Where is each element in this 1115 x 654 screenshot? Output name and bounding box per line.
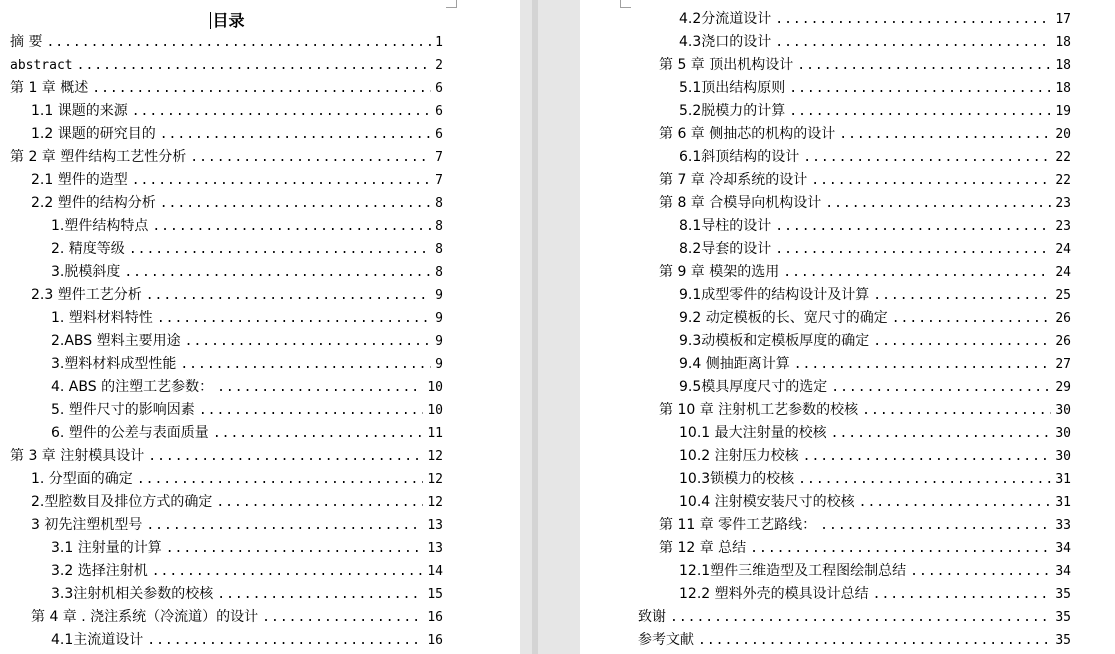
toc-entry-label: 10.1 最大注射量的校核: [679, 425, 827, 441]
toc-entry[interactable]: [10, 353, 443, 376]
toc-entry-page-number: 33: [1055, 518, 1071, 533]
toc-entry-page-number: 16: [427, 633, 443, 648]
toc-dot-leader: [892, 307, 1052, 330]
toc-dot-leader: [190, 146, 431, 169]
toc-entry-page-number: 16: [427, 610, 443, 625]
toc-entry[interactable]: [10, 192, 443, 215]
right-document-page: [628, 0, 1115, 654]
toc-entry-label: 2.3 塑件工艺分析: [31, 287, 142, 303]
toc-dot-leader: [92, 77, 431, 100]
right-page-corner-mark: [620, 0, 631, 8]
toc-entry-label: 8.1导柱的设计: [679, 218, 772, 234]
toc-entry[interactable]: [638, 353, 1071, 376]
toc-entry-page-number: 30: [1055, 449, 1071, 464]
toc-entry-page-number: 6: [435, 104, 443, 119]
toc-entry-label: 参考文献: [638, 632, 694, 648]
toc-entry[interactable]: [10, 399, 443, 422]
toc-dot-leader: [803, 445, 1052, 468]
toc-entry-label: 1.2 课题的研究目的: [31, 126, 156, 142]
toc-entry-label: 1.塑件结构特点: [51, 218, 149, 234]
toc-entry-label: 3.1 注射量的计算: [51, 540, 162, 556]
toc-dot-leader: [216, 491, 423, 514]
toc-dot-leader: [820, 514, 1051, 537]
toc-entry-page-number: 19: [1055, 104, 1071, 119]
toc-dot-leader: [859, 491, 1052, 514]
toc-entry-label: 第 12 章 总结: [659, 540, 747, 556]
toc-entry-page-number: 31: [1055, 472, 1071, 487]
toc-entry[interactable]: [638, 238, 1071, 261]
toc-entry[interactable]: [638, 100, 1071, 123]
toc-entry-label: 5. 塑件尺寸的影响因素: [51, 402, 195, 418]
toc-entry-label: 第 11 章 零件工艺路线：: [659, 517, 817, 533]
toc-entry-page-number: 29: [1055, 380, 1071, 395]
toc-entry[interactable]: [638, 468, 1071, 491]
toc-entry-label: 4.2分流道设计: [679, 11, 772, 27]
toc-entry[interactable]: [10, 560, 443, 583]
toc-dot-leader: [129, 238, 431, 261]
toc-entry[interactable]: [10, 146, 443, 169]
toc-entry[interactable]: [638, 123, 1071, 146]
toc-entry-label: 6.1斜顶结构的设计: [679, 149, 800, 165]
toc-list-right: [638, 8, 1071, 652]
toc-entry[interactable]: [638, 514, 1071, 537]
toc-entry-label: 2.型腔数目及排位方式的确定: [31, 494, 213, 510]
toc-entry[interactable]: [638, 284, 1071, 307]
toc-entry-page-number: 9: [435, 311, 443, 326]
toc-dot-leader: [46, 31, 431, 54]
toc-entry[interactable]: [638, 560, 1071, 583]
toc-entry[interactable]: [10, 583, 443, 606]
toc-dot-leader: [132, 100, 431, 123]
toc-dot-leader: [157, 307, 431, 330]
toc-entry[interactable]: [10, 261, 443, 284]
toc-entry-label: 2.2 塑件的结构分析: [31, 195, 156, 211]
toc-entry-label: 第 4 章 . 浇注系统（冷流道）的设计: [31, 609, 259, 625]
toc-entry[interactable]: [638, 491, 1071, 514]
toc-entry-page-number: 35: [1055, 633, 1071, 648]
toc-dot-leader: [698, 629, 1051, 652]
toc-list-left: [10, 31, 443, 652]
toc-entry[interactable]: [10, 238, 443, 261]
toc-entry-label: 4.1主流道设计: [51, 632, 144, 648]
toc-dot-leader: [132, 169, 431, 192]
toc-entry-label: 第 5 章 顶出机构设计: [659, 57, 794, 73]
toc-entry-page-number: 15: [427, 587, 443, 602]
toc-entry[interactable]: [638, 606, 1071, 629]
toc-entry-label: 8.2导套的设计: [679, 241, 772, 257]
toc-dot-leader: [670, 606, 1051, 629]
toc-dot-leader: [783, 261, 1051, 284]
toc-dot-leader: [185, 330, 432, 353]
toc-entry[interactable]: [10, 284, 443, 307]
toc-entry-label: 第 3 章 注射模具设计: [10, 448, 145, 464]
toc-entry-page-number: 12: [427, 449, 443, 464]
toc-entry[interactable]: [10, 330, 443, 353]
toc-entry-label: 1. 分型面的确定: [31, 471, 133, 487]
toc-entry-page-number: 22: [1055, 173, 1071, 188]
toc-entry-page-number: 8: [435, 242, 443, 257]
toc-entry-label: 2. 精度等级: [51, 241, 125, 257]
toc-entry-page-number: 10: [427, 380, 443, 395]
toc-entry-label: 第 10 章 注射机工艺参数的校核: [659, 402, 859, 418]
toc-entry-page-number: 22: [1055, 150, 1071, 165]
toc-dot-leader: [839, 123, 1051, 146]
toc-dot-leader: [831, 376, 1051, 399]
toc-dot-leader: [825, 192, 1051, 215]
toc-entry[interactable]: [638, 8, 1071, 31]
toc-dot-leader: [148, 445, 423, 468]
toc-dot-leader: [789, 77, 1051, 100]
toc-entry-label: 3 初先注塑机型号: [31, 517, 143, 533]
toc-entry[interactable]: [10, 537, 443, 560]
toc-entry-label: 致谢: [638, 609, 666, 625]
toc-dot-leader: [217, 376, 423, 399]
toc-entry-page-number: 23: [1055, 196, 1071, 211]
toc-entry-page-number: 35: [1055, 587, 1071, 602]
toc-entry-label: 5.2脱模力的计算: [679, 103, 786, 119]
toc-entry-page-number: 9: [435, 357, 443, 372]
toc-entry-page-number: 18: [1055, 35, 1071, 50]
toc-entry[interactable]: [10, 169, 443, 192]
toc-entry-page-number: 8: [435, 196, 443, 211]
toc-entry-page-number: 7: [435, 150, 443, 165]
toc-dot-leader: [152, 215, 431, 238]
toc-entry-page-number: 18: [1055, 58, 1071, 73]
toc-entry-label: 9.2 动定模板的长、宽尺寸的确定: [679, 310, 888, 326]
toc-entry-label: 6. 塑件的公差与表面质量: [51, 425, 209, 441]
toc-entry-label: 第 6 章 侧抽芯的机构的设计: [659, 126, 836, 142]
toc-entry-label: 12.1塑件三维造型及工程图绘制总结: [679, 563, 907, 579]
toc-dot-leader: [910, 560, 1051, 583]
toc-entry-page-number: 34: [1055, 564, 1071, 579]
toc-entry-page-number: 35: [1055, 610, 1071, 625]
toc-entry-label: 10.2 注射压力校核: [679, 448, 799, 464]
toc-entry-label: 2.1 塑件的造型: [31, 172, 128, 188]
toc-dot-leader: [798, 468, 1051, 491]
toc-dot-leader: [213, 422, 424, 445]
toc-dot-leader: [160, 192, 431, 215]
toc-entry[interactable]: [10, 77, 443, 100]
toc-entry[interactable]: [638, 583, 1071, 606]
toc-entry-label: 4. ABS 的注塑工艺参数：: [51, 379, 214, 395]
toc-entry[interactable]: [638, 169, 1071, 192]
toc-entry-page-number: 26: [1055, 311, 1071, 326]
toc-dot-leader: [873, 284, 1051, 307]
toc-entry-label: 10.3锁模力的校核: [679, 471, 795, 487]
toc-entry[interactable]: [638, 215, 1071, 238]
toc-entry[interactable]: [10, 54, 443, 77]
toc-entry-page-number: 20: [1055, 127, 1071, 142]
toc-entry-page-number: 1: [435, 35, 443, 50]
toc-entry-label: abstract: [10, 58, 73, 73]
toc-entry-page-number: 8: [435, 265, 443, 280]
toc-entry-page-number: 8: [435, 219, 443, 234]
toc-entry[interactable]: [10, 606, 443, 629]
toc-dot-leader: [775, 238, 1051, 261]
toc-entry[interactable]: [10, 376, 443, 399]
toc-entry[interactable]: [638, 376, 1071, 399]
toc-entry-label: 2.ABS 塑料主要用途: [51, 333, 181, 349]
toc-entry[interactable]: [638, 261, 1071, 284]
toc-entry-label: 3.2 选择注射机: [51, 563, 148, 579]
toc-entry[interactable]: [638, 629, 1071, 652]
toc-dot-leader: [146, 284, 431, 307]
toc-dot-leader: [794, 353, 1052, 376]
toc-entry-label: 3.脱模斜度: [51, 264, 121, 280]
toc-entry-page-number: 13: [427, 541, 443, 556]
toc-dot-leader: [160, 123, 431, 146]
toc-entry-page-number: 6: [435, 127, 443, 142]
toc-entry-page-number: 11: [427, 426, 443, 441]
toc-dot-leader: [803, 146, 1051, 169]
toc-entry-label: 3.3注射机相关参数的校核: [51, 586, 214, 602]
toc-entry-label: 4.3浇口的设计: [679, 34, 772, 50]
toc-entry-label: 9.1成型零件的结构设计及计算: [679, 287, 870, 303]
toc-entry-label: 12.2 塑料外壳的模具设计总结: [679, 586, 869, 602]
toc-entry-page-number: 18: [1055, 81, 1071, 96]
toc-entry-page-number: 12: [427, 472, 443, 487]
toc-dot-leader: [217, 583, 423, 606]
toc-entry-page-number: 30: [1055, 403, 1071, 418]
toc-entry[interactable]: [638, 31, 1071, 54]
toc-entry[interactable]: [638, 146, 1071, 169]
toc-dot-leader: [262, 606, 423, 629]
toc-dot-leader: [137, 468, 424, 491]
toc-entry[interactable]: [10, 445, 443, 468]
toc-dot-leader: [180, 353, 431, 376]
toc-entry-page-number: 30: [1055, 426, 1071, 441]
toc-entry-page-number: 24: [1055, 242, 1071, 257]
toc-entry[interactable]: [10, 215, 443, 238]
toc-entry-label: 9.4 侧抽距离计算: [679, 356, 790, 372]
toc-entry-label: 5.1顶出结构原则: [679, 80, 786, 96]
toc-entry[interactable]: [10, 31, 443, 54]
toc-entry-page-number: 12: [427, 495, 443, 510]
toc-entry-page-number: 34: [1055, 541, 1071, 556]
toc-entry-label: 第 1 章 概述: [10, 80, 89, 96]
toc-entry-page-number: 7: [435, 173, 443, 188]
toc-dot-leader: [152, 560, 424, 583]
toc-dot-leader: [77, 54, 432, 77]
toc-entry[interactable]: [10, 514, 443, 537]
toc-entry[interactable]: [10, 100, 443, 123]
toc-entry-page-number: 31: [1055, 495, 1071, 510]
toc-entry-label: 3.塑料材料成型性能: [51, 356, 177, 372]
toc-entry-page-number: 10: [427, 403, 443, 418]
left-page-corner-mark: [446, 0, 457, 8]
toc-entry[interactable]: [638, 77, 1071, 100]
toc-dot-leader: [775, 31, 1051, 54]
toc-entry[interactable]: [10, 629, 443, 652]
toc-entry-page-number: 25: [1055, 288, 1071, 303]
toc-entry[interactable]: [638, 192, 1071, 215]
toc-entry-page-number: 26: [1055, 334, 1071, 349]
toc-entry-label: 第 2 章 塑件结构工艺性分析: [10, 149, 187, 165]
toc-dot-leader: [873, 330, 1051, 353]
toc-entry[interactable]: [638, 399, 1071, 422]
toc-dot-leader: [166, 537, 424, 560]
toc-entry[interactable]: [638, 307, 1071, 330]
toc-dot-leader: [789, 100, 1051, 123]
toc-entry-label: 9.3动模板和定模板厚度的确定: [679, 333, 870, 349]
toc-entry-label: 9.5模具厚度尺寸的选定: [679, 379, 828, 395]
toc-entry[interactable]: [638, 422, 1071, 445]
toc-entry-label: 第 8 章 合模导向机构设计: [659, 195, 822, 211]
toc-entry-page-number: 14: [427, 564, 443, 579]
toc-entry-label: 1.1 课题的来源: [31, 103, 128, 119]
toc-entry-page-number: 27: [1055, 357, 1071, 372]
page-gap: [520, 0, 580, 654]
toc-entry[interactable]: [638, 54, 1071, 77]
toc-entry-page-number: 17: [1055, 12, 1071, 27]
toc-entry-page-number: 2: [435, 58, 443, 73]
toc-dot-leader: [831, 422, 1052, 445]
toc-entry[interactable]: [10, 491, 443, 514]
toc-entry-label: 第 7 章 冷却系统的设计: [659, 172, 808, 188]
toc-dot-leader: [124, 261, 431, 284]
toc-dot-leader: [862, 399, 1051, 422]
toc-dot-leader: [873, 583, 1052, 606]
toc-dot-leader: [811, 169, 1051, 192]
toc-entry[interactable]: [638, 445, 1071, 468]
toc-entry-label: 1. 塑料材料特性: [51, 310, 153, 326]
toc-dot-leader: [146, 514, 423, 537]
toc-title: [0, 8, 455, 31]
toc-entry[interactable]: [10, 307, 443, 330]
page-gap-shadow: [532, 0, 538, 654]
toc-entry-label: 10.4 注射模安装尺寸的校核: [679, 494, 855, 510]
toc-entry-page-number: 23: [1055, 219, 1071, 234]
toc-dot-leader: [775, 215, 1051, 238]
toc-entry[interactable]: [638, 537, 1071, 560]
toc-dot-leader: [797, 54, 1051, 77]
toc-entry-page-number: 9: [435, 288, 443, 303]
toc-dot-leader: [775, 8, 1051, 31]
toc-entry[interactable]: [638, 330, 1071, 353]
toc-entry-page-number: 13: [427, 518, 443, 533]
left-document-page: [0, 0, 465, 654]
toc-entry-label: 摘 要: [10, 34, 43, 50]
toc-entry-page-number: 9: [435, 334, 443, 349]
toc-entry-page-number: 24: [1055, 265, 1071, 280]
toc-entry[interactable]: [10, 468, 443, 491]
toc-title-text: 目录: [212, 11, 245, 30]
toc-entry-page-number: 6: [435, 81, 443, 96]
toc-dot-leader: [750, 537, 1051, 560]
toc-entry[interactable]: [10, 123, 443, 146]
toc-dot-leader: [147, 629, 423, 652]
toc-dot-leader: [199, 399, 424, 422]
toc-entry-label: 第 9 章 模架的选用: [659, 264, 780, 280]
toc-entry[interactable]: [10, 422, 443, 445]
